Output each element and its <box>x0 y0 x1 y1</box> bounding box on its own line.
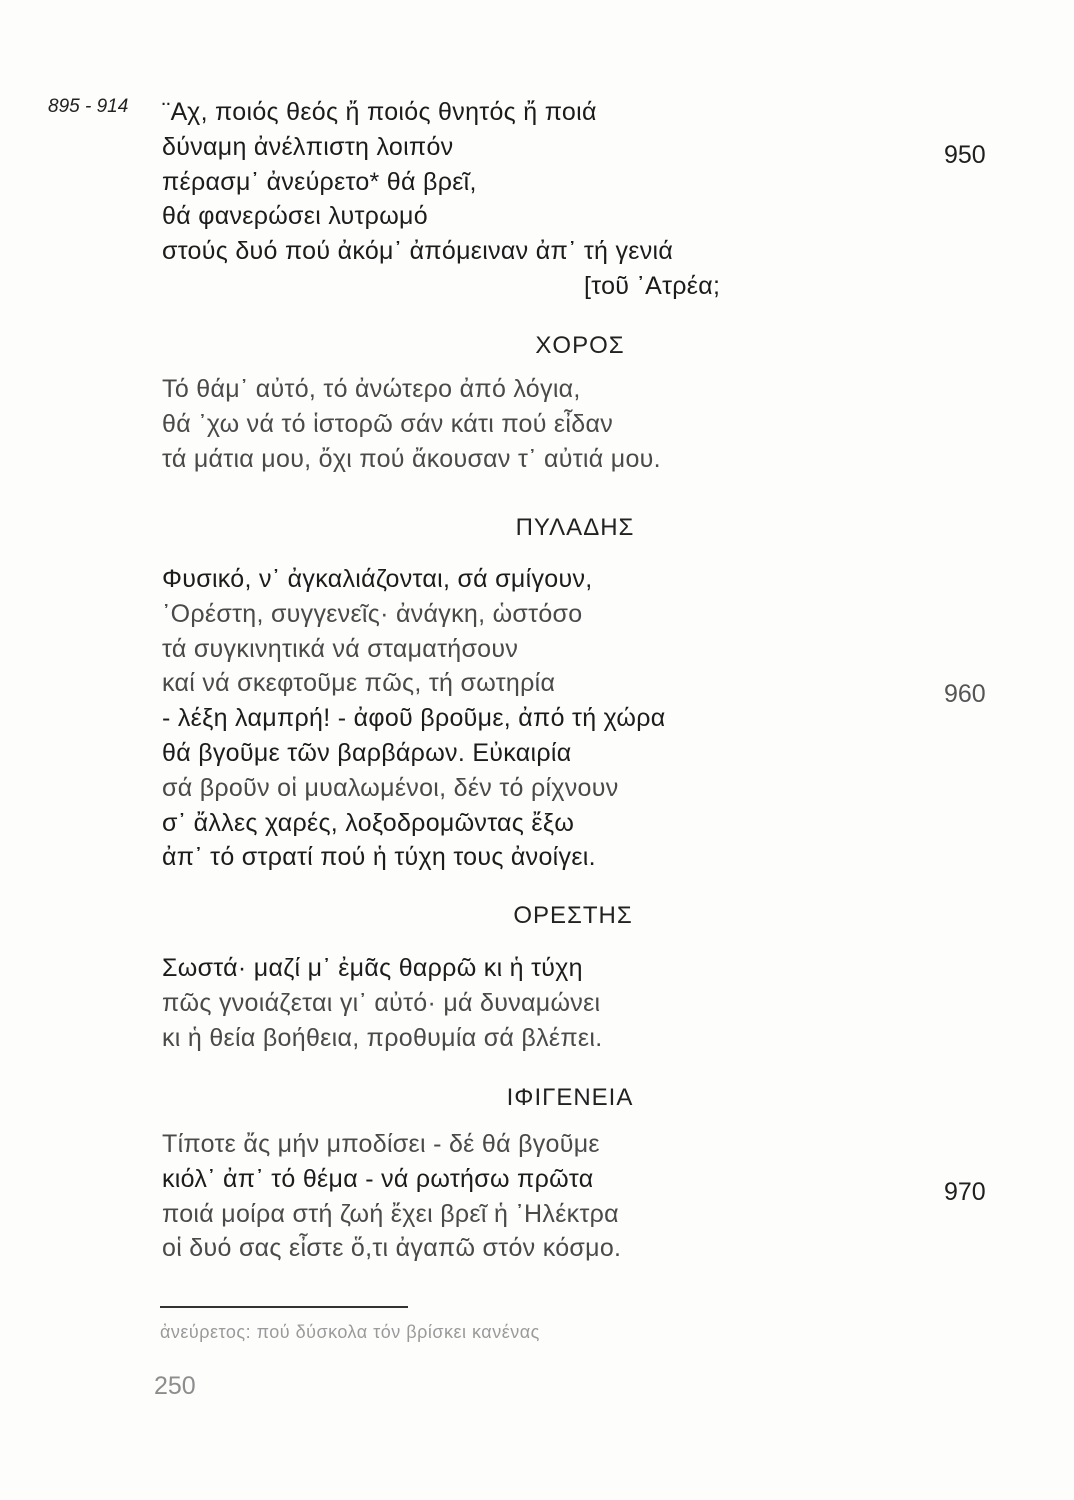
verse-line: θά ᾿χω νά τό ἱστορῶ σάν κάτι πού εἶδαν <box>162 409 613 438</box>
verse-line: ἀπ᾿ τό στρατί πού ἡ τύχη τους ἀνοίγει. <box>162 843 596 872</box>
verse-line: τά μάτια μου, ὄχι πού ἄκουσαν τ᾿ αὐτιά μου. <box>162 444 661 473</box>
verse-reference: 895 - 914 <box>48 96 129 117</box>
stanza <box>162 1127 762 1266</box>
verse-line: ¨Αχ, ποιός θεός ἤ ποιός θνητός ἤ ποιά <box>162 98 597 126</box>
stanza <box>162 951 762 1055</box>
verse-line: θά φανερώσει λυτρωμό <box>162 202 428 231</box>
speaker-heading: ΠΥΛΑΔΗΣ <box>515 514 635 541</box>
verse-line: θά βγοῦμε τῶν βαρβάρων. Εὐκαιρία <box>162 738 572 767</box>
stanza <box>162 372 762 476</box>
verse-line: Φυσικό, ν᾿ ἀγκαλιάζονται, σά σμίγουν, <box>162 565 593 593</box>
verse-line: πέρασμ᾿ ἀνεύρετο* θά βρεῖ, <box>162 167 477 196</box>
verse-line: δύναμη ἀνέλπιστη λοιπόν <box>162 132 454 161</box>
verse-line: Τό θάμ᾿ αὐτό, τό ἀνώτερο ἀπό λόγια, <box>162 375 581 403</box>
verse-line: τά συγκινητικά νά σταματήσουν <box>162 634 519 663</box>
page-number: 250 <box>154 1372 196 1400</box>
line-number: 950 <box>944 141 986 169</box>
footnote: ἀνεύρετος: πού δύσκολα τόν βρίσκει κανένας <box>160 1322 540 1342</box>
line-number: 970 <box>944 1178 986 1206</box>
verse-line: καί νά σκεφτοῦμε πῶς, τή σωτηρία <box>162 669 556 698</box>
verse-line: ᾿Ορέστη, συγγενεῖς· ἀνάγκη, ὡστόσο <box>162 599 583 628</box>
verse-line: σά βροῦν οἱ μυαλωμένοι, δέν τό ρίχνουν <box>162 773 619 802</box>
verse-line: ποιά μοίρα στή ζωή ἔχει βρεῖ ἡ ᾿Ηλέκτρα <box>162 1199 619 1228</box>
footnote-rule <box>160 1306 408 1308</box>
stanza <box>162 562 762 875</box>
verse-line: Τίποτε ἄς μήν μποδίσει - δέ θά βγοῦμε <box>162 1130 600 1158</box>
speaker-heading: ΟΡΕΣΤΗΣ <box>513 902 633 929</box>
verse-line: κι ἡ θεία βοήθεια, προθυμία σά βλέπει. <box>162 1023 603 1052</box>
verse-line: κιόλ᾿ ἀπ᾿ τό θέμα - νά ρωτήσω πρῶτα <box>162 1164 594 1193</box>
line-number: 960 <box>944 680 986 708</box>
verse-line: στούς δυό πού ἀκόμ᾿ ἀπόμειναν ἀπ᾿ τή γενιά <box>162 237 674 266</box>
verse-line: Σωστά· μαζί μ᾿ ἐμᾶς θαρρῶ κι ἡ τύχη <box>162 954 583 982</box>
verse-line: οἱ δυό σας εἶστε ὅ,τι ἀγαπῶ στόν κόσμο. <box>162 1234 622 1263</box>
opening-stanza <box>162 95 762 304</box>
verse-line: - λέξη λαμπρή! - ἀφοῦ βροῦμε, ἀπό τή χώρα <box>162 704 666 733</box>
speaker-heading: ΧΟΡΟΣ <box>535 332 625 359</box>
verse-line-continuation: [τοῦ ᾿Ατρέα; <box>584 271 721 300</box>
verse-line: πῶς γνοιάζεται γι᾿ αὐτό· μά δυναμώνει <box>162 988 601 1017</box>
verse-line: σ᾿ ἄλλες χαρές, λοξοδρομῶντας ἔξω <box>162 808 575 837</box>
speaker-heading: ΙΦΙΓΕΝΕΙΑ <box>506 1084 634 1111</box>
